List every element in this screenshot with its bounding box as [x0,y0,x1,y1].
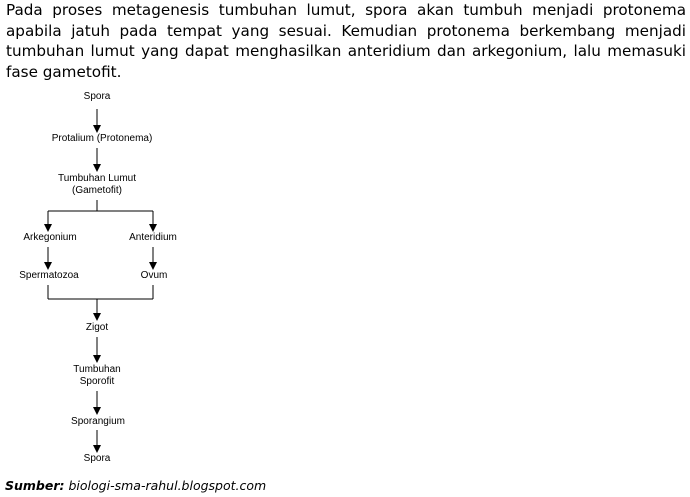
node-spermatozoa: Spermatozoa [19,270,79,281]
node-ovum: Ovum [140,270,168,281]
node-tumbuhan-lumut [58,173,136,197]
description-paragraph: Pada proses metagenesis tumbuhan lumut, spora akan tumbuh menjadi protonema apabila jatuh pada tempat yang sesuai. Kemudian protonema berkembang menjadi tumbuhan lumut yang dapat menghasilkan anteridium dan arkegonium, lalu memasuki fase gametofit. [6,1,686,81]
source-credit [5,478,266,493]
node-spora-top: Spora [83,91,111,102]
node-sporofit-line2: Sporofit [79,376,115,387]
node-protalium: Protalium (Protonema) [51,133,153,144]
node-sporofit-line1: Tumbuhan [73,364,121,375]
node-tumbuhan-lumut-line1: Tumbuhan Lumut [57,173,137,184]
node-anteridium: Anteridium [129,232,177,243]
node-arkegonium: Arkegonium [23,232,77,243]
node-tumbuhan-sporofit [73,364,120,388]
node-spora-bottom: Spora [83,453,111,464]
source-label: Sumber: [5,478,65,493]
source-value: biologi-sma-rahul.blogspot.com [68,478,267,493]
node-tumbuhan-lumut-line2: (Gametofit) [71,185,123,196]
node-zigot: Zigot [85,322,109,333]
node-sporangium: Sporangium [71,416,125,427]
